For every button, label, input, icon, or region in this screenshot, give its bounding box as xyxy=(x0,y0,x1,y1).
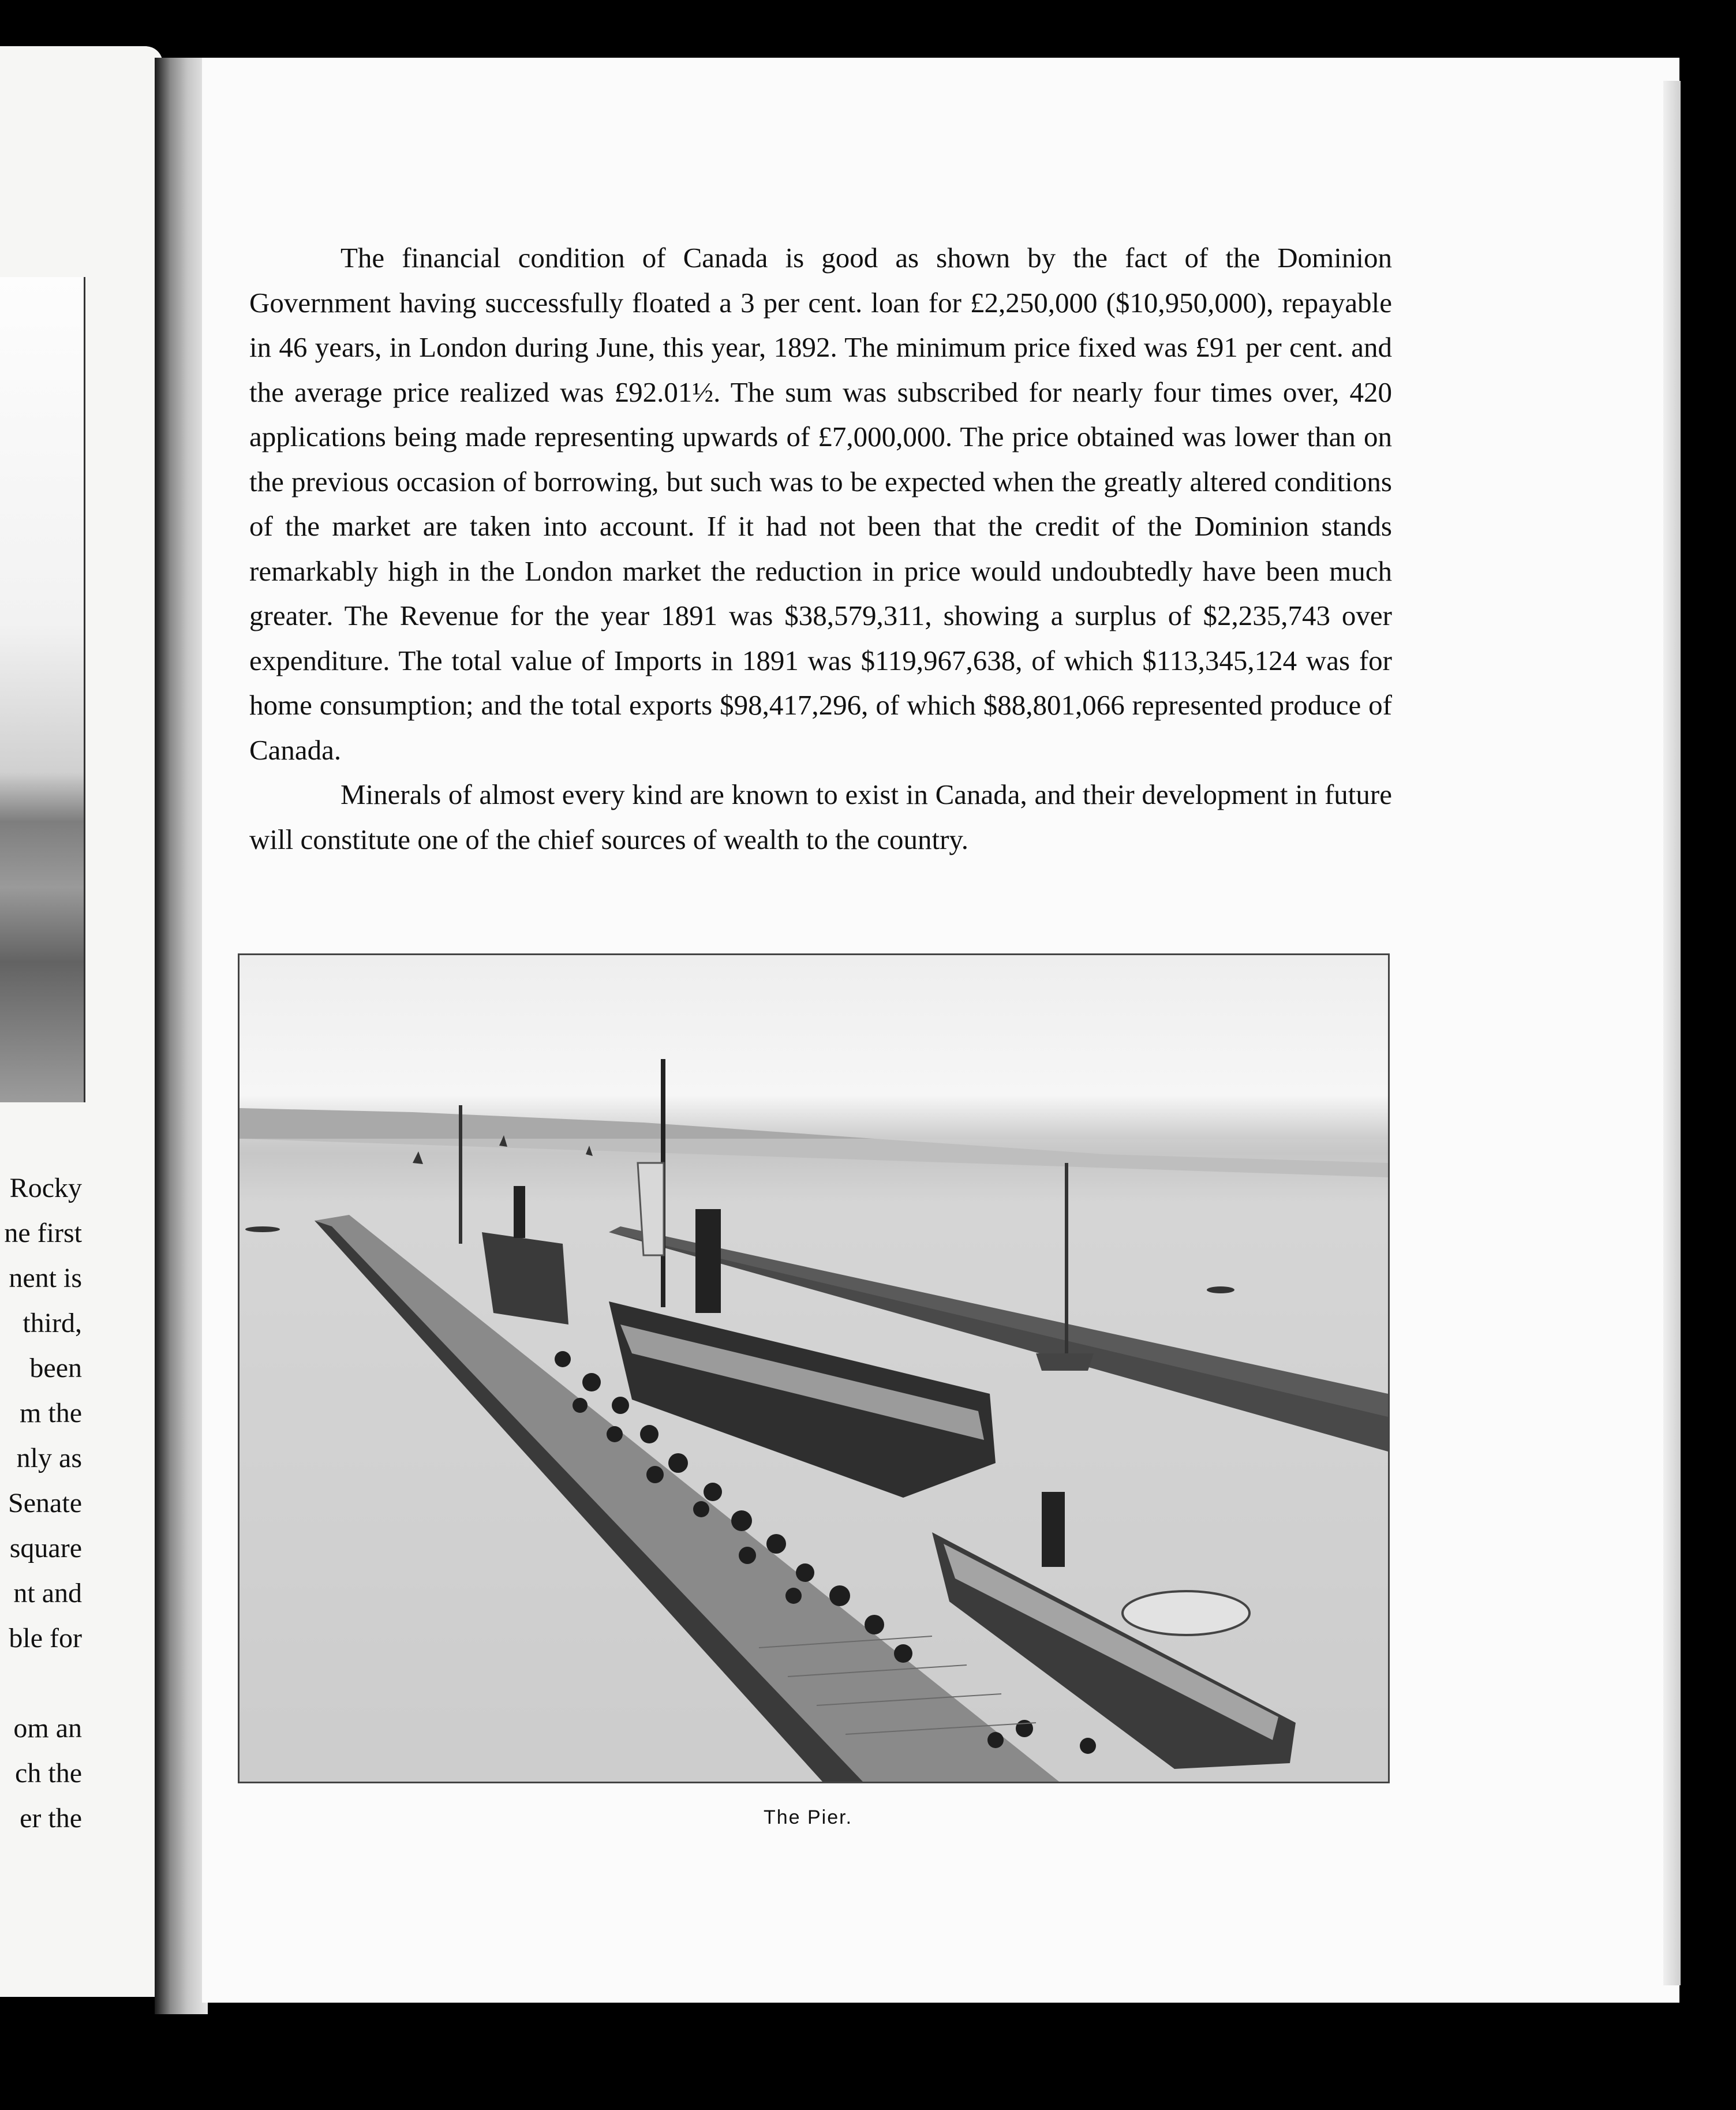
pier-photograph xyxy=(238,953,1390,1783)
body-text xyxy=(249,235,1392,862)
text-line: m the xyxy=(20,1398,82,1428)
text-line: been xyxy=(29,1353,82,1383)
text-line: nent is xyxy=(9,1263,82,1293)
text-line: ch the xyxy=(15,1758,82,1789)
facing-page-photo xyxy=(0,277,85,1102)
text-line: ble for xyxy=(9,1623,82,1653)
text-line: third, xyxy=(23,1308,82,1338)
paragraph-minerals: Minerals of almost every kind are known to exist in Canada, and their development in future will constitute one of the chief sources of wealth to the country. xyxy=(249,779,1392,855)
photo-caption: The Pier. xyxy=(763,1806,853,1828)
text-line: Senate xyxy=(8,1488,82,1518)
text-line: ne first xyxy=(4,1218,82,1248)
paragraph-finance: The financial condition of Canada is good as shown by the fact of the Dominion Government having successfully floated a 3 per cent. loan for £2,250,000 ($10,950,000), repayable in 46 years, in London during June, this year, 1892. The minimum price fixed was £91 per cent. and the average price realized was £92.01½. The sum was subscribed for nearly four times over, 420 applications being made representing upwards of £7,000,000. The price obtained was lower than on the previous occasion of borrowing, but such was to be expected when the greatly altered conditions of the market are taken into account. If it had not been that the credit of the Dominion stands remarkably high in the London market the reduction in price would undoubtedly have been much greater. The Revenue for the year 1891 was $38,579,311, showing a surplus of $2,235,743 over expenditure. The total value of Imports in 1891 was $119,967,638, of which $113,345,124 was for home consumption; and the total exports $98,417,296, of which $88,801,066 represented produce of Canada. xyxy=(249,242,1392,766)
text-line: nly as xyxy=(16,1443,82,1473)
text-line: er the xyxy=(20,1803,82,1834)
book-gutter xyxy=(155,58,208,2014)
text-line: om an xyxy=(13,1713,82,1744)
page-edge xyxy=(1663,81,1681,1985)
facing-page-text xyxy=(0,1166,82,1841)
text-line: nt and xyxy=(13,1578,82,1608)
text-line: square xyxy=(9,1533,82,1563)
facing-page xyxy=(0,46,163,1997)
text-line: Rocky xyxy=(9,1173,82,1203)
text-line xyxy=(0,1661,82,1706)
pier-illustration xyxy=(240,955,1388,1782)
